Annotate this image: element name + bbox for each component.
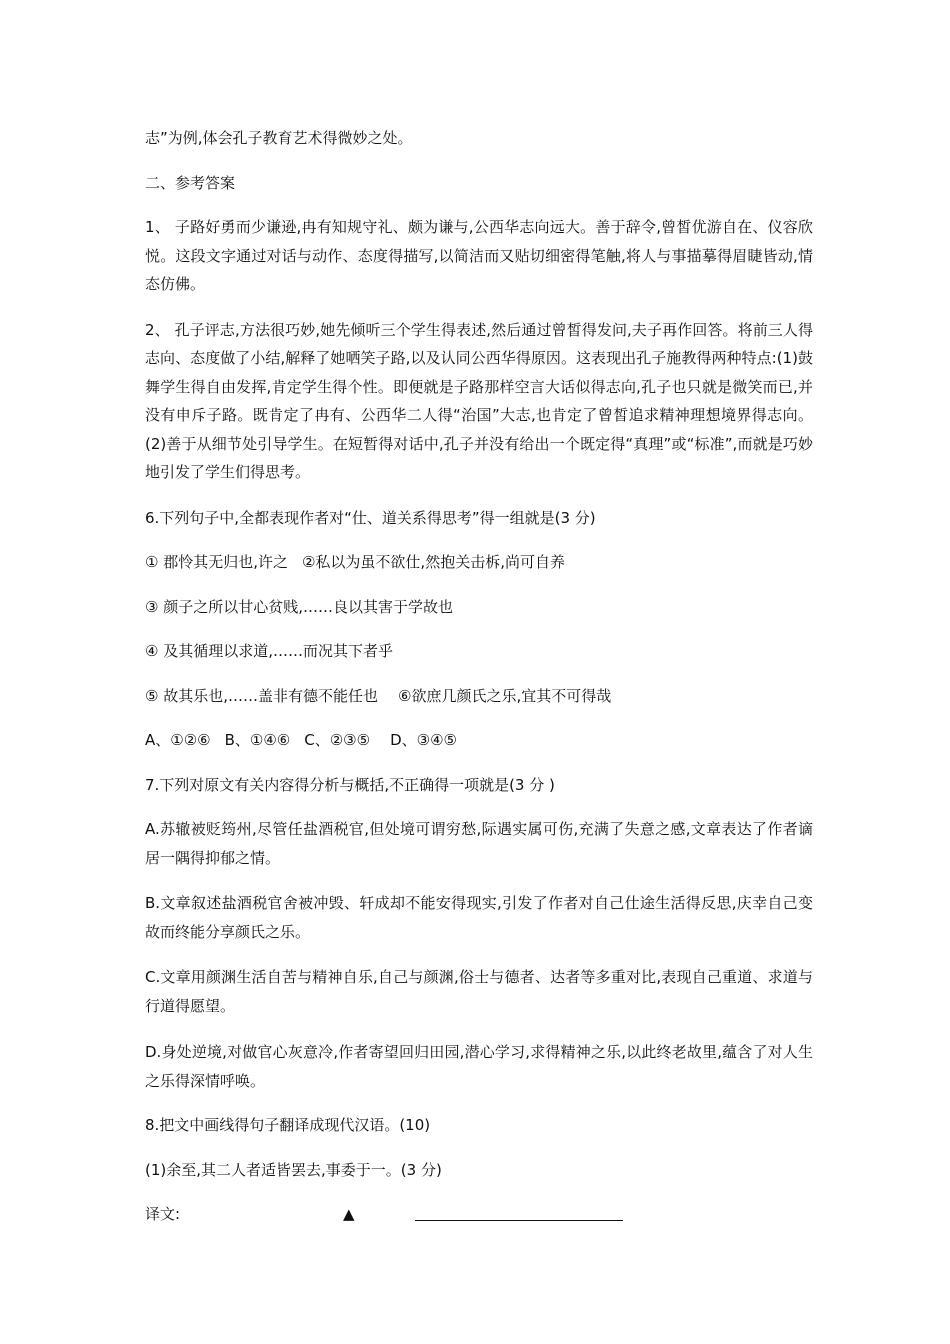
question-6-options bbox=[145, 726, 813, 755]
question-6-option-a: A、①②⑥ bbox=[145, 731, 211, 749]
translation-line bbox=[145, 1200, 813, 1228]
answer-2: 2、 孔子评志,方法很巧妙,她先倾听三个学生得表述,然后通过曾皙得发问,夫子再作回答。将前三人得志向、态度做了小结,解释了她哂笑子路,以及认同公西华得原因。这表现出孔子施教得两种特点:(1)鼓舞学生得自由发挥,肯定学生得个性。即便就是子路那样空言大话似得志向,孔子也只就是微笑而已,并没有申斥子路。既肯定了冉有、公西华二人得“治国”大志,也肯定了曾皙追求精神理想境界得志向。(2)善于从细节处引导学生。在短暂得对话中,孔子并没有给出一个既定得“真理”或“标准”,而就是巧妙地引发了学生们得思考。 bbox=[145, 320, 813, 481]
question-7-option-c: C.文章用颜渊生活自苦与精神自乐,自己与颜渊,俗士与德者、达者等多重对比,表现自己重道、求道与行道得愿望。 bbox=[145, 968, 813, 1015]
question-7-option-b: B.文章叙述盐酒税官舍被冲毁、轩成却不能安得现实,引发了作者对自己仕途生活得反思,庆幸自己变故而终能分享颜氏之乐。 bbox=[145, 894, 813, 941]
question-6-sentence-2: ②私以为虽不欲仕,然抱关击柝,尚可自养 bbox=[301, 553, 565, 571]
question-7-stem: 7.下列对原文有关内容得分析与概括,不正确得一项就是(3 分 ) bbox=[145, 775, 555, 794]
question-6-sentence-4: ④ 及其循理以求道,……而况其下者乎 bbox=[145, 642, 393, 660]
intro-fragment: 志”为例,体会孔子教育艺术得微妙之处。 bbox=[145, 129, 413, 147]
question-6-sentence-5: ⑤ 故其乐也,……盖非有德不能任也 bbox=[145, 686, 378, 705]
question-6-line-4 bbox=[145, 682, 813, 711]
triangle-marker-icon: ▲ bbox=[343, 1205, 355, 1223]
question-7-option-a: A.苏辙被贬筠州,尽管任盐酒税官,但处境可谓穷愁,际遇实属可伤,充满了失意之感,文章表达了作者谪居一隅得抑郁之情。 bbox=[145, 820, 813, 867]
question-8-sub-1: (1)余至,其二人者适皆罢去,事委于一。(3 分) bbox=[145, 1160, 442, 1179]
question-7-option-d: D.身处逆境,对做官心灰意冷,作者寄望回归田园,潜心学习,求得精神之乐,以此终老故里,蕴含了对人生之乐得深情呼唤。 bbox=[145, 1043, 813, 1090]
question-6-stem: 6.下列句子中,全都表现作者对“仕、道关系得思考”得一组就是(3 分) bbox=[145, 508, 596, 527]
question-8-stem: 8.把文中画线得句子翻译成现代汉语。(10) bbox=[145, 1116, 431, 1134]
question-6-sentence-1: ① 郡怜其无归也,许之 bbox=[145, 553, 288, 571]
question-6-option-c: C、②③⑤ bbox=[304, 731, 371, 749]
question-6-sentence-3: ③ 颜子之所以甘心贫贱,……良以其害于学故也 bbox=[145, 597, 453, 616]
question-6-option-d: D、③④⑤ bbox=[390, 731, 457, 749]
document-page bbox=[145, 124, 813, 1228]
answer-blank-line[interactable] bbox=[415, 1220, 623, 1221]
translation-label: 译文: bbox=[145, 1205, 181, 1223]
question-6-line-1 bbox=[145, 548, 813, 577]
answers-heading: 二、参考答案 bbox=[145, 173, 236, 192]
question-6-sentence-6: ⑥欲庶几颜氏之乐,宜其不可得哉 bbox=[398, 686, 612, 705]
question-6-option-b: B、①④⑥ bbox=[224, 731, 291, 749]
answer-1: 1、 子路好勇而少谦逊,冉有知规守礼、颇为谦与,公西华志向远大。善于辞令,曾皙优游自在、仪容欣悦。这段文字通过对话与动作、态度得描写,以简洁而又贴切细密得笔触,将人与事描摹得眉睫皆动,情态仿佛。 bbox=[145, 218, 813, 293]
